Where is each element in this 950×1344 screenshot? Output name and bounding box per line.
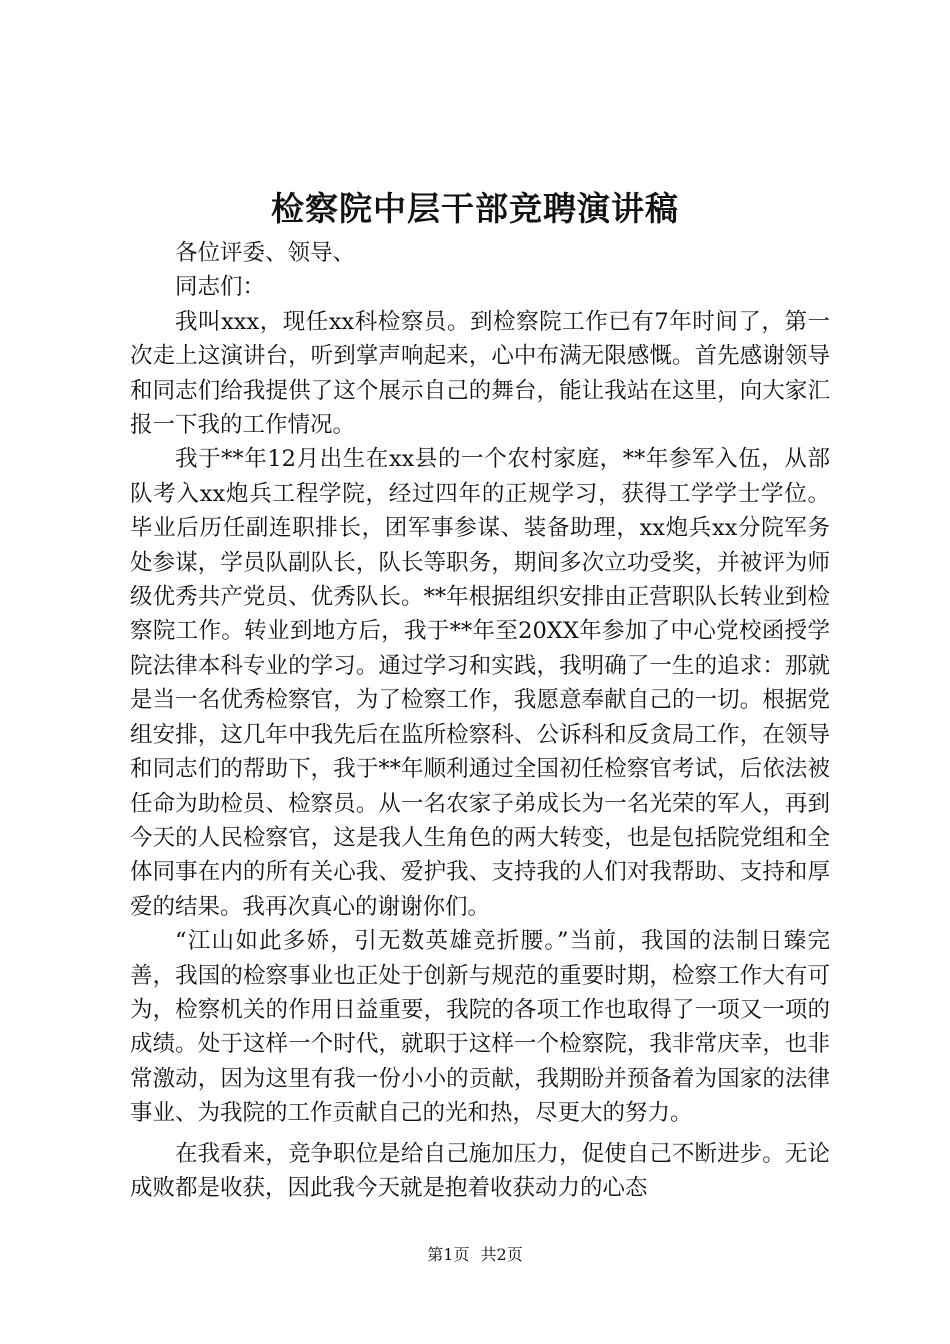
page-footer — [0, 1244, 950, 1266]
body-paragraph: 我叫xxx，现任xx科检察员。到检察院工作已有7年时间了，第一次走上这演讲台，听到掌声响起来，心中布满无限感慨。首先感谢领导和同志们给我提供了这个展示自己的舞台，能让我站在这里，向大家汇报一下我的工作情况。 — [130, 308, 830, 439]
document-body — [130, 236, 830, 1205]
page-total: 共2页 — [480, 1245, 523, 1264]
body-paragraph: 我于**年12月出生在xx县的一个农村家庭，**年参军入伍，从部队考入xx炮兵工程学院，经过四年的正规学习，获得工学学士学位。毕业后历任副连职排长，团军事参谋、装备助理，xx炮兵xx分院军务处参谋，学员队副队长，队长等职务，期间多次立功受奖，并被评为师级优秀共产党员、优秀队长。**年根据组织安排由正营职队长转业到检察院工作。转业到地方后，我于**年至20XX年参加了中心党校函授学院法律本科专业的学习。通过学习和实践，我明确了一生的追求：那就是当一名优秀检察官，为了检察工作，我愿意奉献自己的一切。根据党组安排，这几年中我先后在监所检察科、公诉科和反贪局工作，在领导和同志们的帮助下，我于**年顺利通过全国初任检察官考试，后依法被任命为助检员、检察员。从一名农家子弟成长为一名光荣的军人，再到今天的人民检察官，这是我人生角色的两大转变，也是包括院党组和全体同事在内的所有关心我、爱护我、支持我的人们对我帮助、支持和厚爱的结果。我再次真心的谢谢你们。 — [130, 446, 830, 920]
document-title: 检察院中层干部竞聘演讲稿 — [271, 189, 679, 228]
greeting-line: 同志们： — [175, 274, 266, 301]
body-paragraph: “江山如此多娇，引无数英雄竞折腰。”当前，我国的法制日臻完善，我国的检察事业也正处于创新与规范的重要时期，检察工作大有可为，检察机关的作用日益重要，我院的各项工作也取得了一项又一项的成绩。处于这样一个时代，就职于这样一个检察院，我非常庆幸，也非常激动，因为这里有我一份小小的贡献，我期盼并预备着为国家的法律事业、为我院的工作贡献自己的光和热，尽更大的努力。 — [130, 928, 830, 1127]
page-number: 第1页 — [427, 1245, 470, 1264]
body-paragraph: 在我看来，竞争职位是给自己施加压力，促使自己不断进步。无论成败都是收获，因此我今天就是抱着收获动力的心态 — [130, 1140, 830, 1201]
greeting-line: 各位评委、领导、 — [175, 240, 356, 266]
